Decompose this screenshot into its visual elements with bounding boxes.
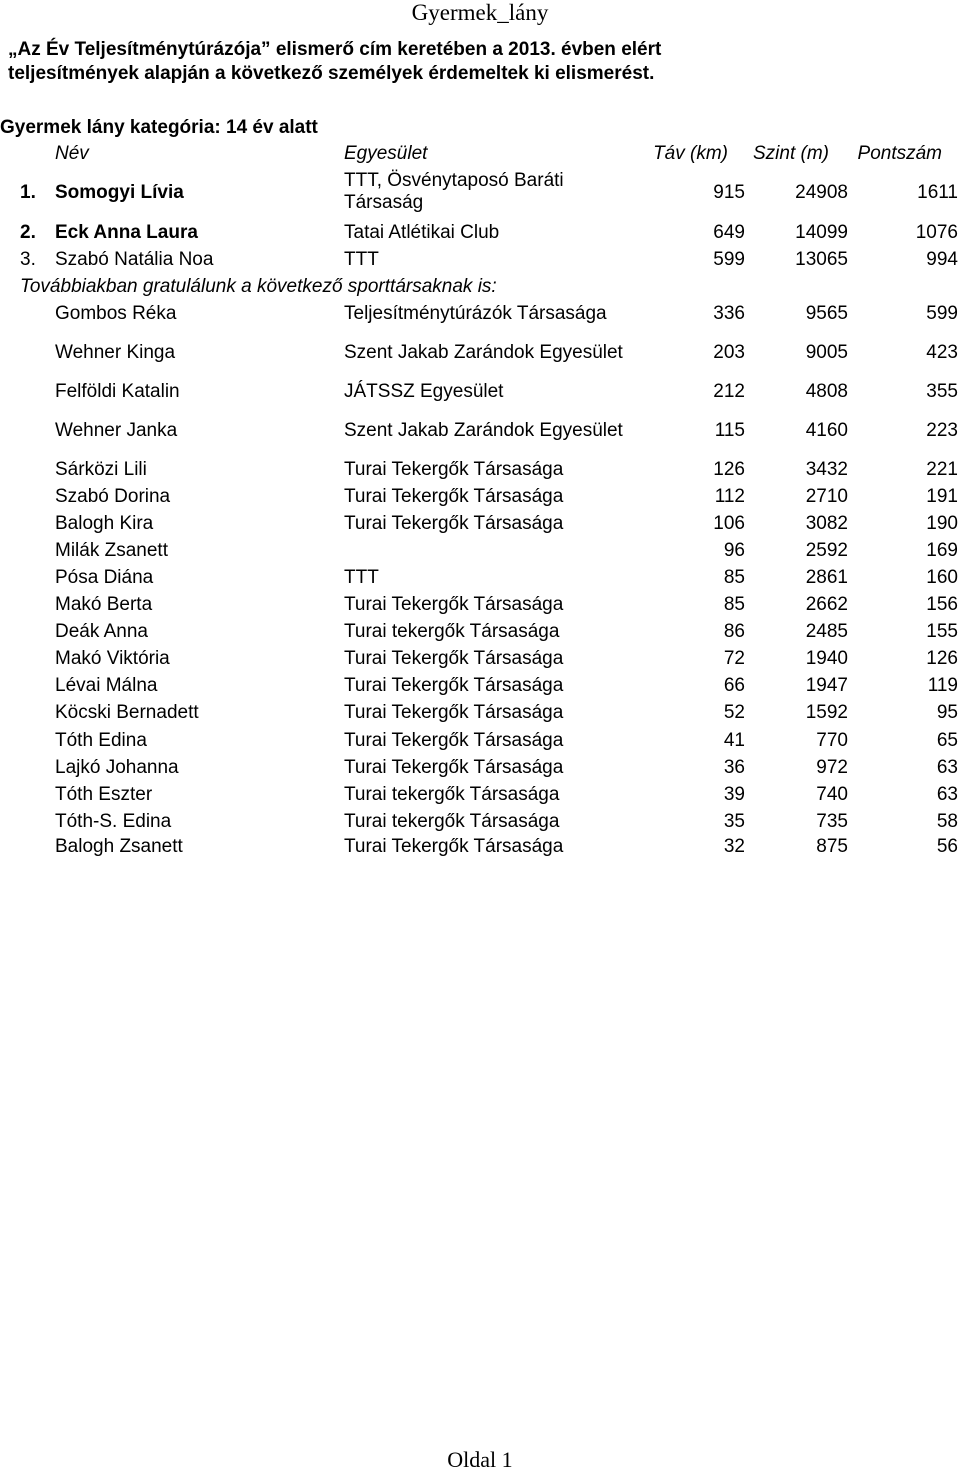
- distance: 32: [723, 836, 745, 857]
- points: 155: [926, 621, 958, 642]
- points: 221: [926, 459, 958, 480]
- participant-club: Turai Tekergők Társasága: [344, 486, 564, 507]
- points: 95: [936, 702, 958, 723]
- distance: 85: [723, 594, 745, 615]
- table-row: [0, 836, 960, 860]
- column-header-elevation: Szint (m): [753, 143, 829, 164]
- participant-name: Pósa Diána: [55, 567, 154, 588]
- points: 1611: [917, 182, 958, 203]
- table-row: [0, 730, 960, 754]
- elevation: 4808: [805, 381, 848, 402]
- participant-name: Szabó Dorina: [55, 486, 171, 507]
- distance: 36: [723, 757, 745, 778]
- winner-row: [0, 249, 960, 273]
- intro-line-1: „Az Év Teljesítménytúrázója” elismerő cím keretében a 2013. évben elért: [8, 39, 662, 60]
- points: 423: [926, 342, 958, 363]
- table-row: [0, 540, 960, 564]
- elevation: 4160: [805, 420, 848, 441]
- points: 1076: [915, 222, 958, 243]
- participant-club: JÁTSSZ Egyesület: [344, 381, 504, 402]
- participant-name: Tóth-S. Edina: [55, 811, 172, 832]
- participant-club: Turai Tekergők Társasága: [344, 836, 564, 857]
- page-header-title: Gyermek_lány: [411, 0, 549, 25]
- elevation: 735: [816, 811, 848, 832]
- winner-name: Eck Anna Laura: [55, 222, 198, 243]
- table-row: [0, 757, 960, 781]
- column-header-club: Egyesület: [344, 143, 428, 164]
- rank: 3.: [20, 249, 36, 270]
- elevation: 1592: [805, 702, 848, 723]
- distance: 112: [714, 486, 745, 507]
- participant-club: Turai tekergők Társasága: [344, 621, 560, 642]
- intro-text: [8, 38, 661, 86]
- distance: 649: [713, 222, 745, 243]
- points: 119: [927, 675, 958, 696]
- column-header-points: Pontszám: [857, 143, 942, 164]
- distance: 599: [713, 249, 745, 270]
- participant-name: Köcski Bernadett: [55, 702, 199, 723]
- points: 223: [926, 420, 958, 441]
- distance: 915: [713, 182, 745, 203]
- intro-line-2: teljesítmények alapján a következő személyek érdemeltek ki elismerést.: [8, 63, 655, 84]
- column-header-distance: Táv (km): [653, 143, 728, 164]
- distance: 72: [723, 648, 745, 669]
- distance: 41: [723, 730, 745, 751]
- points: 994: [926, 249, 958, 270]
- participant-club: Szent Jakab Zarándok Egyesület: [344, 420, 623, 441]
- elevation: 3082: [805, 513, 848, 534]
- distance: 66: [723, 675, 745, 696]
- distance: 115: [714, 420, 745, 441]
- column-header-name: Név: [55, 143, 89, 164]
- elevation: 740: [816, 784, 848, 805]
- points: 190: [926, 513, 958, 534]
- elevation: 1947: [805, 675, 848, 696]
- distance: 96: [723, 540, 745, 561]
- elevation: 9565: [805, 303, 848, 324]
- elevation: 2710: [805, 486, 848, 507]
- distance: 336: [713, 303, 745, 324]
- participant-name: Makó Berta: [55, 594, 153, 615]
- points: 169: [926, 540, 958, 561]
- elevation: 2485: [805, 621, 848, 642]
- distance: 106: [713, 513, 745, 534]
- elevation: 2861: [805, 567, 848, 588]
- table-row: [0, 675, 960, 699]
- points: 63: [936, 757, 958, 778]
- participant-name: Gombos Réka: [55, 303, 177, 324]
- table-row: [0, 342, 960, 366]
- points: 160: [926, 567, 958, 588]
- participant-club: Turai Tekergők Társasága: [344, 730, 564, 751]
- category-heading: Gyermek lány kategória: 14 év alatt: [0, 117, 318, 138]
- participant-club: Turai Tekergők Társasága: [344, 675, 564, 696]
- winner-name: Somogyi Lívia: [55, 182, 184, 203]
- table-row: [0, 702, 960, 726]
- participant-name: Balogh Zsanett: [55, 836, 183, 857]
- distance: 85: [723, 567, 745, 588]
- points: 58: [936, 811, 958, 832]
- points: 56: [936, 836, 958, 857]
- winner-club: [344, 170, 564, 214]
- participant-club: Turai Tekergők Társasága: [344, 648, 564, 669]
- table-row: [0, 784, 960, 808]
- participant-club: Turai Tekergők Társasága: [344, 513, 564, 534]
- table-row: [0, 594, 960, 618]
- participant-club: Turai Tekergők Társasága: [344, 757, 564, 778]
- participant-name: Tóth Eszter: [55, 784, 153, 805]
- winner-club-line-1: TTT, Ösvénytaposó Baráti: [344, 170, 564, 191]
- participant-club: Turai tekergők Társasága: [344, 784, 560, 805]
- table-row: [0, 621, 960, 645]
- distance: 86: [723, 621, 745, 642]
- participant-name: Wehner Janka: [55, 420, 178, 441]
- table-row: [0, 420, 960, 444]
- participant-club: Turai Tekergők Társasága: [344, 459, 564, 480]
- participant-club: Turai tekergők Társasága: [344, 811, 560, 832]
- winner-row: [0, 222, 960, 246]
- participant-name: Milák Zsanett: [55, 540, 168, 561]
- elevation: 3432: [805, 459, 848, 480]
- participant-club: Turai Tekergők Társasága: [344, 702, 564, 723]
- points: 126: [926, 648, 958, 669]
- points: 599: [926, 303, 958, 324]
- participant-name: Tóth Edina: [55, 730, 147, 751]
- elevation: 14099: [795, 222, 848, 243]
- table-row: [0, 459, 960, 483]
- distance: 126: [713, 459, 745, 480]
- winner-name: Szabó Natália Noa: [55, 249, 214, 270]
- distance: 212: [713, 381, 745, 402]
- table-row: [0, 811, 960, 835]
- elevation: 770: [816, 730, 848, 751]
- participant-name: Makó Viktória: [55, 648, 170, 669]
- participant-name: Lajkó Johanna: [55, 757, 179, 778]
- page-footer: Oldal 1: [447, 1447, 513, 1472]
- points: 65: [936, 730, 958, 751]
- winner-row: [0, 170, 960, 216]
- table-row: [0, 486, 960, 510]
- elevation: 9005: [805, 342, 848, 363]
- table-row: [0, 567, 960, 591]
- winner-club-line-2: Társaság: [344, 192, 424, 213]
- participant-name: Felföldi Katalin: [55, 381, 180, 402]
- participant-name: Wehner Kinga: [55, 342, 176, 363]
- winner-club: TTT: [344, 249, 379, 270]
- participant-name: Sárközi Lili: [55, 459, 147, 480]
- table-row: [0, 381, 960, 405]
- elevation: 2592: [805, 540, 848, 561]
- participant-club: Szent Jakab Zarándok Egyesület: [344, 342, 623, 363]
- participant-name: Lévai Málna: [55, 675, 158, 696]
- rank: 1.: [20, 182, 36, 203]
- winner-club: Tatai Atlétikai Club: [344, 222, 500, 243]
- participant-name: Deák Anna: [55, 621, 148, 642]
- elevation: 875: [816, 836, 848, 857]
- participant-name: Balogh Kira: [55, 513, 154, 534]
- points: 355: [926, 381, 958, 402]
- points: 191: [926, 486, 958, 507]
- table-row: [0, 513, 960, 537]
- elevation: 24908: [795, 182, 848, 203]
- distance: 203: [713, 342, 745, 363]
- participant-club: Teljesítménytúrázók Társasága: [344, 303, 607, 324]
- distance: 39: [723, 784, 745, 805]
- table-row: [0, 648, 960, 672]
- distance: 35: [723, 811, 745, 832]
- participant-club: TTT: [344, 567, 379, 588]
- table-row: [0, 303, 960, 327]
- distance: 52: [723, 702, 745, 723]
- elevation: 13065: [795, 249, 848, 270]
- congratulations-note: Továbbiakban gratulálunk a következő sporttársaknak is:: [20, 276, 497, 297]
- elevation: 2662: [805, 594, 848, 615]
- participant-club: Turai Tekergők Társasága: [344, 594, 564, 615]
- column-header-row: [0, 143, 960, 167]
- points: 63: [936, 784, 958, 805]
- elevation: 972: [816, 757, 848, 778]
- points: 156: [926, 594, 958, 615]
- rank: 2.: [20, 222, 36, 243]
- elevation: 1940: [805, 648, 848, 669]
